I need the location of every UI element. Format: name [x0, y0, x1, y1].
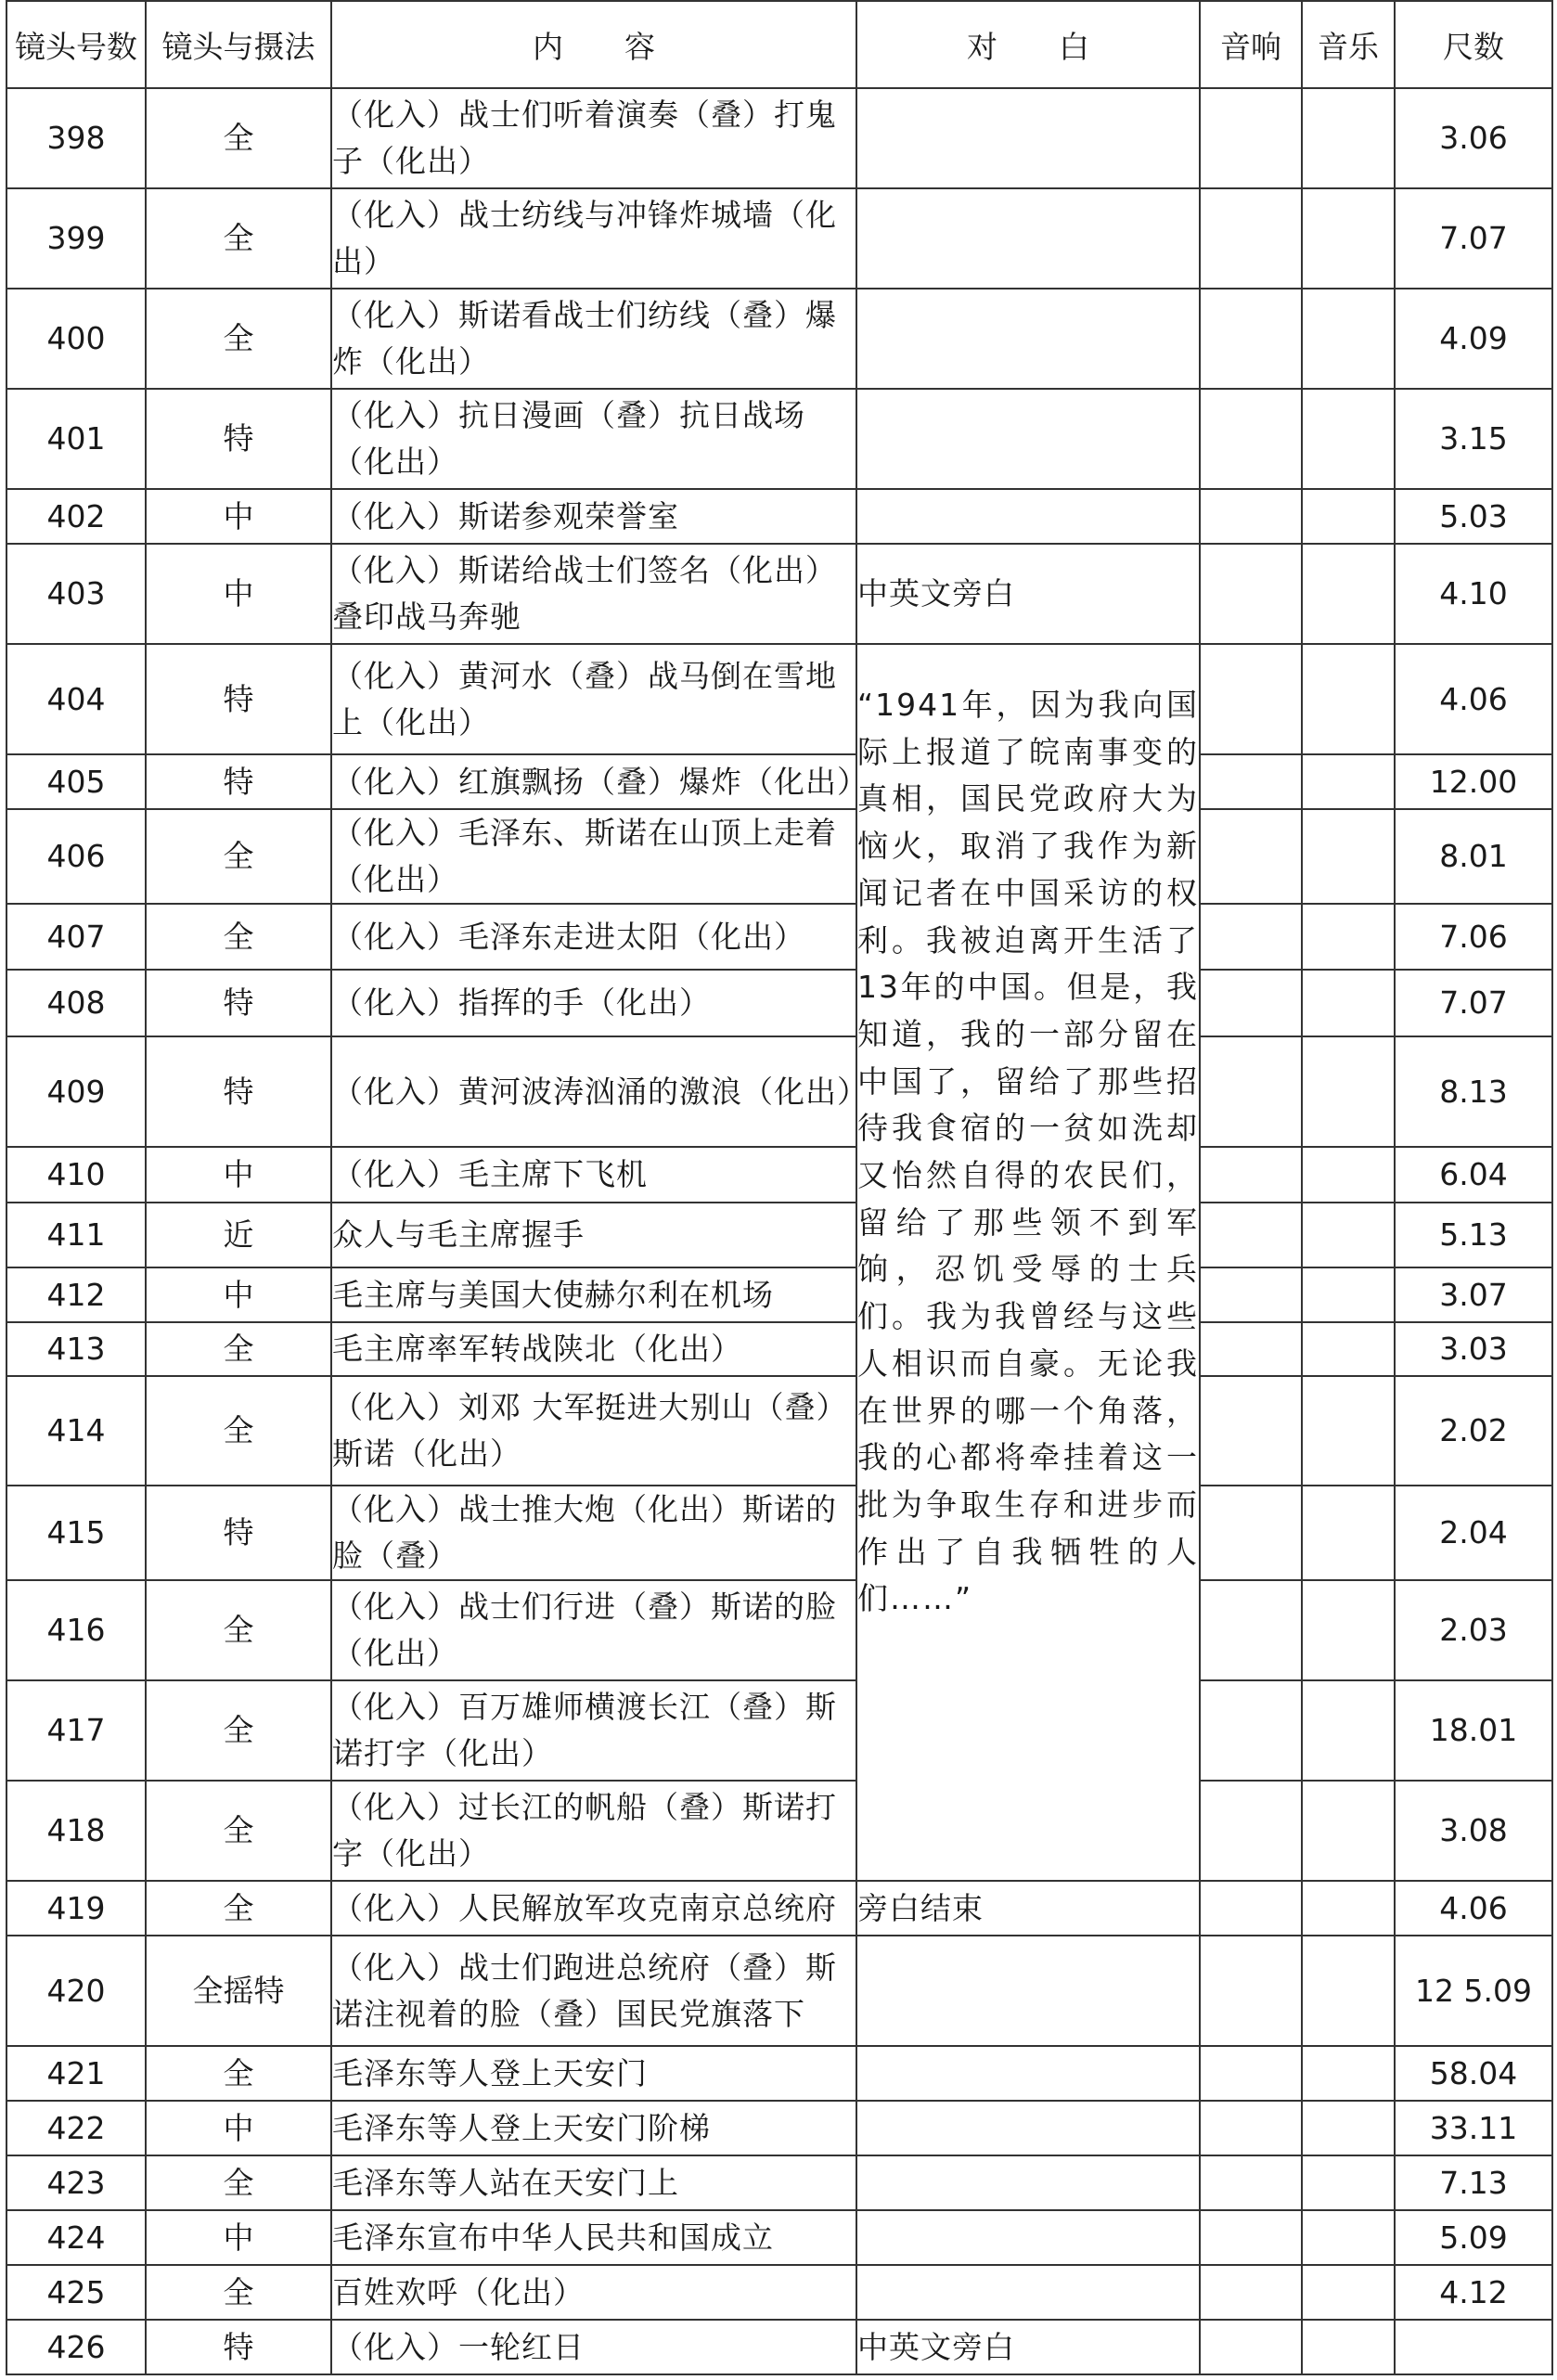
shot-music: [1302, 389, 1395, 489]
shot-content: （化入）一轮红日: [331, 2320, 856, 2374]
shot-content: （化入）黄河水（叠）战马倒在雪地上（化出）: [331, 644, 856, 754]
shot-content: （化入）刘邓 大军挺进大别山（叠）斯诺（化出）: [331, 1376, 856, 1486]
shot-content: 众人与毛主席握手: [331, 1203, 856, 1267]
shot-feet: 7.06: [1395, 904, 1552, 970]
shot-method: 特: [146, 2320, 331, 2374]
shot-feet: 58.04: [1395, 2046, 1552, 2101]
table-row: [6, 544, 1552, 644]
shot-music: [1302, 188, 1395, 289]
shot-sound: [1200, 489, 1302, 544]
table-row: [6, 1486, 1552, 1580]
shot-dialogue: [856, 289, 1200, 389]
shot-sound: [1200, 88, 1302, 188]
shot-method: 中: [146, 2210, 331, 2265]
shot-music: [1302, 1781, 1395, 1881]
table-row: [6, 1580, 1552, 1680]
shot-feet: 4.06: [1395, 644, 1552, 754]
shot-number: 426: [6, 2320, 146, 2374]
shot-method: 特: [146, 1036, 331, 1147]
shot-content: （化入）战士们跑进总统府（叠）斯诺注视着的脸（叠）国民党旗落下: [331, 1936, 856, 2046]
shot-number: 412: [6, 1267, 146, 1322]
header-shot-no: 镜头号数: [6, 1, 146, 88]
shot-content: （化入）战士纺线与冲锋炸城墙（化出）: [331, 188, 856, 289]
table-row: [6, 489, 1552, 544]
shot-sound: [1200, 904, 1302, 970]
shot-sound: [1200, 970, 1302, 1036]
shot-number: 400: [6, 289, 146, 389]
shot-sound: [1200, 188, 1302, 289]
table-row: [6, 2101, 1552, 2155]
shot-number: 424: [6, 2210, 146, 2265]
shot-feet: 12 5.09: [1395, 1936, 1552, 2046]
shot-sound: [1200, 1881, 1302, 1936]
shot-content: （化入）指挥的手（化出）: [331, 970, 856, 1036]
shot-number: 403: [6, 544, 146, 644]
shot-music: [1302, 2320, 1395, 2374]
shot-method: 全: [146, 1881, 331, 1936]
shot-music: [1302, 1580, 1395, 1680]
shot-number: 418: [6, 1781, 146, 1881]
table-row: [6, 2155, 1552, 2210]
shot-method: 全: [146, 2155, 331, 2210]
shot-content: （化入）战士推大炮（化出）斯诺的脸（叠）: [331, 1486, 856, 1580]
header-content: 内 容: [331, 1, 856, 88]
shot-method: 全: [146, 188, 331, 289]
shot-number: 398: [6, 88, 146, 188]
shot-music: [1302, 289, 1395, 389]
table-row: [6, 88, 1552, 188]
table-row: [6, 1147, 1552, 1203]
table-row: [6, 188, 1552, 289]
table-row: [6, 1680, 1552, 1781]
shot-number: 411: [6, 1203, 146, 1267]
shot-feet: [1395, 2320, 1552, 2374]
shot-number: 401: [6, 389, 146, 489]
shot-sound: [1200, 2320, 1302, 2374]
shot-feet: 7.13: [1395, 2155, 1552, 2210]
narration-dialogue: “1941年，因为我向国际上报道了皖南事变的真相，国民党政府大为恼火，取消了我作为新闻记者在中国采访的权利。我被迫离开生活了13年的中国。但是，我知道，我的一部分留在中国了，留给了那些招待我食宿的一贫如洗却又怡然自得的农民们，留给了那些领不到军饷，忍饥受辱的士兵们。我为我曾经与这些人相识而自豪。无论我在世界的哪一个角落，我的心都将牵挂着这一批为争取生存和进步而作出了自我牺牲的人们……”: [856, 644, 1200, 1881]
shot-content: （化入）黄河波涛汹涌的激浪（化出）: [331, 1036, 856, 1147]
shot-method: 全: [146, 2265, 331, 2320]
shot-sound: [1200, 544, 1302, 644]
table-row: [6, 904, 1552, 970]
shot-number: 406: [6, 809, 146, 904]
shot-dialogue: [856, 1936, 1200, 2046]
shot-dialogue: [856, 2101, 1200, 2155]
shot-music: [1302, 1267, 1395, 1322]
shot-method: 中: [146, 1267, 331, 1322]
shot-dialogue: [856, 2265, 1200, 2320]
header-row: [6, 1, 1552, 88]
shot-music: [1302, 2046, 1395, 2101]
shot-content: （化入）毛泽东走进太阳（化出）: [331, 904, 856, 970]
shot-sound: [1200, 1486, 1302, 1580]
shot-method: 特: [146, 389, 331, 489]
shot-method: 全: [146, 1376, 331, 1486]
header-dialogue: 对 白: [856, 1, 1200, 88]
shot-sound: [1200, 754, 1302, 809]
shot-feet: 2.03: [1395, 1580, 1552, 1680]
shot-feet: 12.00: [1395, 754, 1552, 809]
shot-dialogue: [856, 2210, 1200, 2265]
shot-music: [1302, 1203, 1395, 1267]
shot-sound: [1200, 644, 1302, 754]
table-row: [6, 1036, 1552, 1147]
shot-sound: [1200, 2265, 1302, 2320]
shot-method: 中: [146, 489, 331, 544]
table-row: [6, 754, 1552, 809]
shot-method: 全: [146, 1580, 331, 1680]
shot-feet: 5.09: [1395, 2210, 1552, 2265]
table-row: [6, 809, 1552, 904]
table-row: [6, 1936, 1552, 2046]
shot-sound: [1200, 1781, 1302, 1881]
shot-content: 毛主席率军转战陕北（化出）: [331, 1322, 856, 1376]
table-row: [6, 389, 1552, 489]
shot-method: 中: [146, 544, 331, 644]
shot-dialogue: [856, 2155, 1200, 2210]
table-row: [6, 289, 1552, 389]
shot-number: 402: [6, 489, 146, 544]
shot-sound: [1200, 2155, 1302, 2210]
shot-feet: 2.02: [1395, 1376, 1552, 1486]
shot-content: 毛泽东等人登上天安门: [331, 2046, 856, 2101]
shot-dialogue: 中英文旁白: [856, 2320, 1200, 2374]
shot-feet: 6.04: [1395, 1147, 1552, 1203]
shot-number: 407: [6, 904, 146, 970]
shot-content: （化入）毛主席下飞机: [331, 1147, 856, 1203]
shot-number: 410: [6, 1147, 146, 1203]
shot-method: 全: [146, 1680, 331, 1781]
shot-method: 全: [146, 1781, 331, 1881]
shot-content: 毛泽东等人登上天安门阶梯: [331, 2101, 856, 2155]
shot-content: （化入）战士们听着演奏（叠）打鬼子（化出）: [331, 88, 856, 188]
header-sound: 音响: [1200, 1, 1302, 88]
shot-method: 全: [146, 2046, 331, 2101]
shot-music: [1302, 1881, 1395, 1936]
shot-method: 全: [146, 289, 331, 389]
shot-sound: [1200, 289, 1302, 389]
shot-content: 百姓欢呼（化出）: [331, 2265, 856, 2320]
table-row: [6, 1267, 1552, 1322]
shot-method: 中: [146, 2101, 331, 2155]
shot-music: [1302, 754, 1395, 809]
shot-dialogue: 旁白结束: [856, 1881, 1200, 1936]
table-row: [6, 1203, 1552, 1267]
shot-music: [1302, 2155, 1395, 2210]
shot-content: （化入）毛泽东、斯诺在山顶上走着（化出）: [331, 809, 856, 904]
shot-sound: [1200, 1322, 1302, 1376]
shot-feet: 18.01: [1395, 1680, 1552, 1781]
shot-music: [1302, 1680, 1395, 1781]
shot-method: 特: [146, 644, 331, 754]
shot-feet: 3.15: [1395, 389, 1552, 489]
shot-feet: 3.08: [1395, 1781, 1552, 1881]
shot-feet: 4.09: [1395, 289, 1552, 389]
shot-content: （化入）斯诺参观荣誉室: [331, 489, 856, 544]
shot-number: 416: [6, 1580, 146, 1680]
shot-dialogue: [856, 2046, 1200, 2101]
shot-dialogue: [856, 389, 1200, 489]
shot-content: （化入）百万雄师横渡长江（叠）斯诺打字（化出）: [331, 1680, 856, 1781]
shot-dialogue: [856, 188, 1200, 289]
header-feet: 尺数: [1395, 1, 1552, 88]
header-music: 音乐: [1302, 1, 1395, 88]
shot-feet: 8.01: [1395, 809, 1552, 904]
shot-music: [1302, 1147, 1395, 1203]
shot-music: [1302, 489, 1395, 544]
shot-method: 全: [146, 88, 331, 188]
shot-music: [1302, 1322, 1395, 1376]
shot-number: 422: [6, 2101, 146, 2155]
shot-dialogue: [856, 88, 1200, 188]
shot-content: （化入）人民解放军攻克南京总统府: [331, 1881, 856, 1936]
table-row: [6, 2210, 1552, 2265]
shot-number: 414: [6, 1376, 146, 1486]
shot-feet: 4.12: [1395, 2265, 1552, 2320]
shot-method: 全: [146, 809, 331, 904]
shot-feet: 7.07: [1395, 188, 1552, 289]
shot-sound: [1200, 1580, 1302, 1680]
shot-feet: 2.04: [1395, 1486, 1552, 1580]
shot-method: 近: [146, 1203, 331, 1267]
shot-sound: [1200, 1267, 1302, 1322]
shot-sound: [1200, 1376, 1302, 1486]
shot-table: [6, 0, 1553, 2375]
shot-music: [1302, 1376, 1395, 1486]
shot-content: （化入）过长江的帆船（叠）斯诺打字（化出）: [331, 1781, 856, 1881]
shot-sound: [1200, 2210, 1302, 2265]
table-row: [6, 1781, 1552, 1881]
shot-number: 413: [6, 1322, 146, 1376]
shot-feet: 3.07: [1395, 1267, 1552, 1322]
shot-content: 毛主席与美国大使赫尔利在机场: [331, 1267, 856, 1322]
shot-sound: [1200, 389, 1302, 489]
shot-feet: 5.13: [1395, 1203, 1552, 1267]
shot-number: 405: [6, 754, 146, 809]
shot-number: 419: [6, 1881, 146, 1936]
shot-feet: 3.03: [1395, 1322, 1552, 1376]
shot-music: [1302, 2265, 1395, 2320]
shot-music: [1302, 2101, 1395, 2155]
shot-method: 全: [146, 1322, 331, 1376]
shot-sound: [1200, 2046, 1302, 2101]
shot-music: [1302, 904, 1395, 970]
shot-number: 415: [6, 1486, 146, 1580]
shot-method: 全: [146, 904, 331, 970]
shot-sound: [1200, 2101, 1302, 2155]
shot-dialogue: 中英文旁白: [856, 544, 1200, 644]
shot-method: 特: [146, 970, 331, 1036]
shot-feet: 33.11: [1395, 2101, 1552, 2155]
shot-sound: [1200, 1036, 1302, 1147]
shot-content: （化入）红旗飘扬（叠）爆炸（化出）: [331, 754, 856, 809]
shot-music: [1302, 1936, 1395, 2046]
shot-feet: 8.13: [1395, 1036, 1552, 1147]
shot-music: [1302, 2210, 1395, 2265]
shot-method: 特: [146, 1486, 331, 1580]
shot-number: 399: [6, 188, 146, 289]
shot-feet: 4.06: [1395, 1881, 1552, 1936]
shot-music: [1302, 644, 1395, 754]
table-row: [6, 2320, 1552, 2374]
header-method: 镜头与摄法: [146, 1, 331, 88]
shot-sound: [1200, 1147, 1302, 1203]
table-row: [6, 970, 1552, 1036]
shot-number: 421: [6, 2046, 146, 2101]
shot-sound: [1200, 809, 1302, 904]
shot-sound: [1200, 1936, 1302, 2046]
shot-dialogue: [856, 489, 1200, 544]
shot-number: 409: [6, 1036, 146, 1147]
table-row: [6, 2265, 1552, 2320]
table-row: [6, 644, 1552, 754]
shot-number: 420: [6, 1936, 146, 2046]
shot-music: [1302, 544, 1395, 644]
shot-feet: 7.07: [1395, 970, 1552, 1036]
table-row: [6, 2046, 1552, 2101]
shot-content: （化入）战士们行进（叠）斯诺的脸（化出）: [331, 1580, 856, 1680]
shot-sound: [1200, 1203, 1302, 1267]
shot-feet: 5.03: [1395, 489, 1552, 544]
shot-number: 408: [6, 970, 146, 1036]
shot-content: （化入）抗日漫画（叠）抗日战场（化出）: [331, 389, 856, 489]
shot-content: 毛泽东宣布中华人民共和国成立: [331, 2210, 856, 2265]
shot-method: 全摇特: [146, 1936, 331, 2046]
shot-music: [1302, 970, 1395, 1036]
shot-content: （化入）斯诺看战士们纺线（叠）爆炸（化出）: [331, 289, 856, 389]
shot-music: [1302, 88, 1395, 188]
shot-music: [1302, 1036, 1395, 1147]
shot-music: [1302, 809, 1395, 904]
shot-number: 425: [6, 2265, 146, 2320]
shot-feet: 3.06: [1395, 88, 1552, 188]
shot-number: 423: [6, 2155, 146, 2210]
shot-music: [1302, 1486, 1395, 1580]
shot-feet: 4.10: [1395, 544, 1552, 644]
shot-number: 417: [6, 1680, 146, 1781]
table-row: [6, 1322, 1552, 1376]
shot-sound: [1200, 1680, 1302, 1781]
shot-method: 特: [146, 754, 331, 809]
shot-number: 404: [6, 644, 146, 754]
shot-content: （化入）斯诺给战士们签名（化出）叠印战马奔驰: [331, 544, 856, 644]
table-row: [6, 1376, 1552, 1486]
table-row: [6, 1881, 1552, 1936]
shot-method: 中: [146, 1147, 331, 1203]
shot-content: 毛泽东等人站在天安门上: [331, 2155, 856, 2210]
